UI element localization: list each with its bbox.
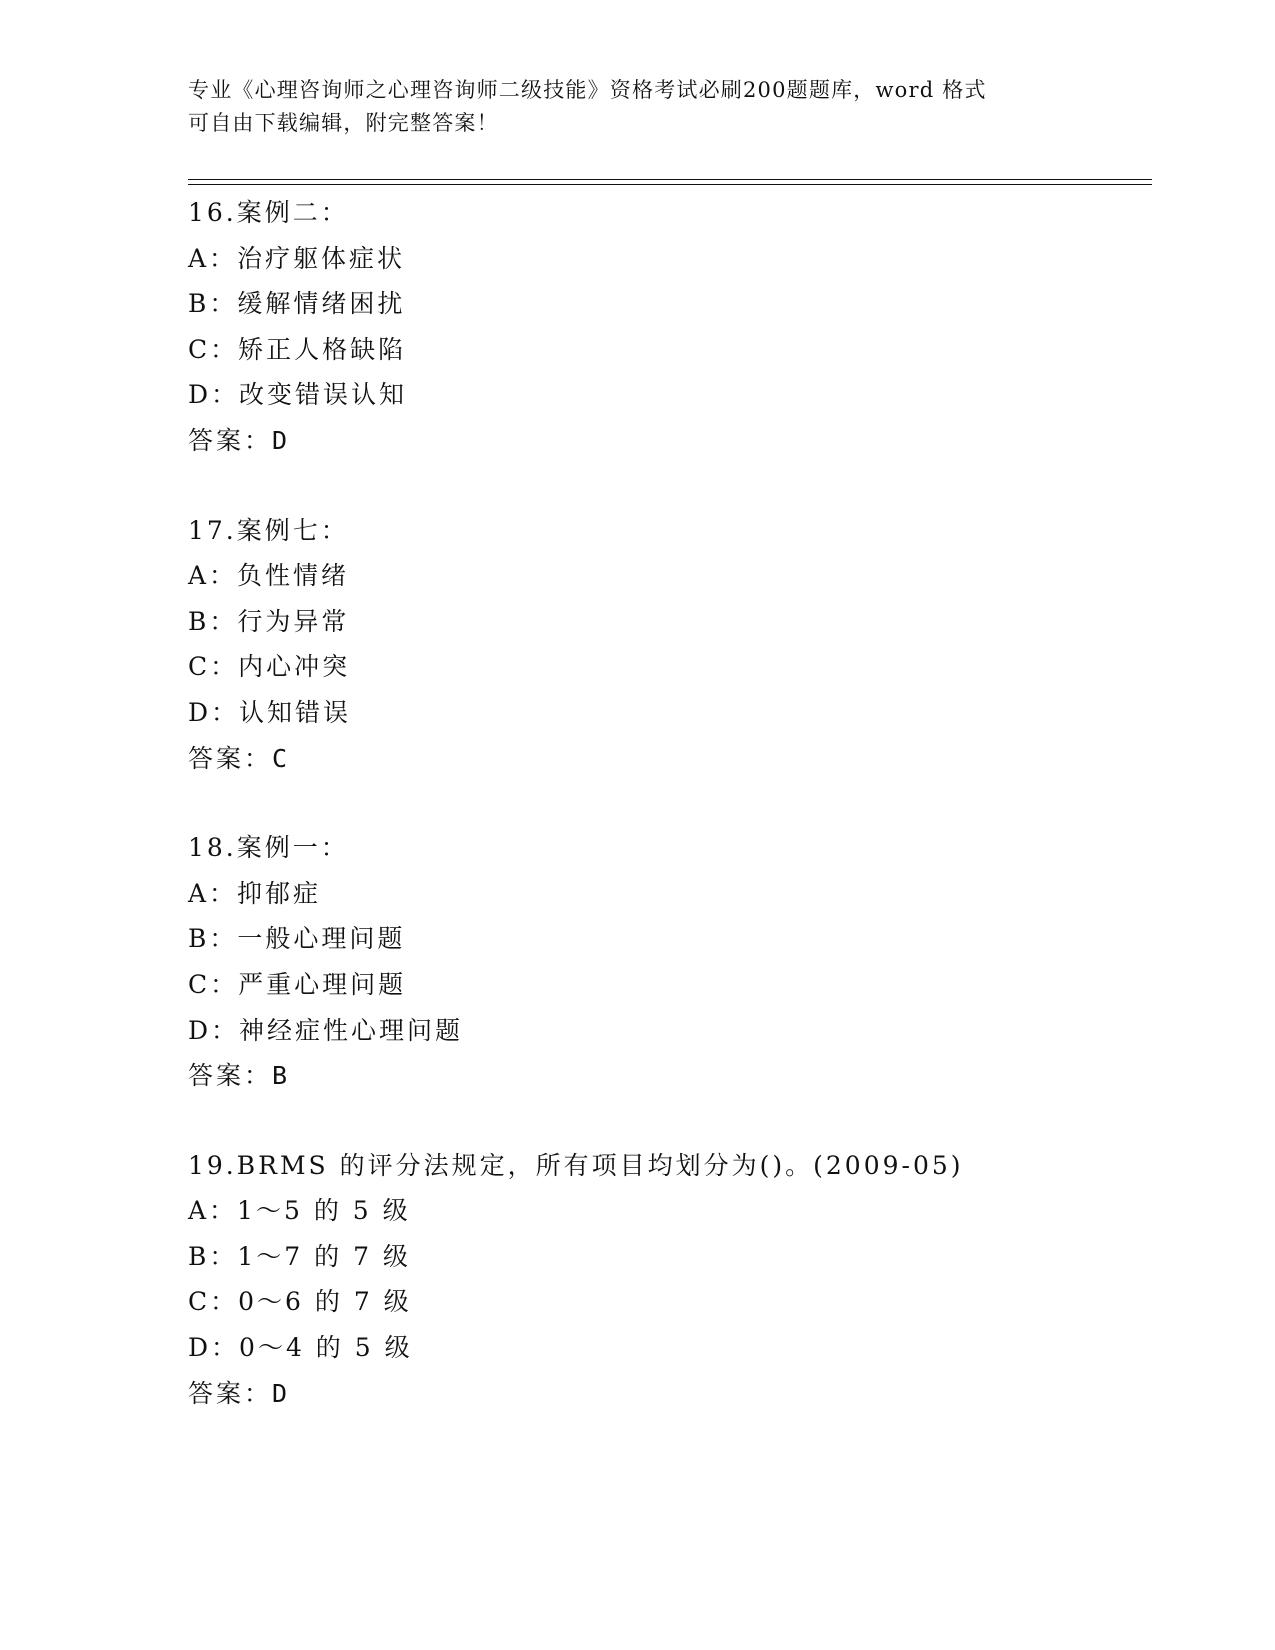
question-list <box>188 190 1148 1460</box>
answer-line <box>188 418 1148 464</box>
option-d: D：0～4 的 5 级 <box>188 1333 413 1363</box>
answer-value: D <box>272 1378 289 1408</box>
answer-label: 答案： <box>188 425 273 455</box>
question-stem: 18.案例一： <box>188 833 349 863</box>
option-a: A：1～5 的 5 级 <box>188 1196 411 1226</box>
option-c: C：严重心理问题 <box>188 969 407 999</box>
option-b: B：缓解情绪困扰 <box>188 289 406 319</box>
question-stem: 19.BRMS 的评分法规定，所有项目均划分为()。(2009-05) <box>188 1150 964 1180</box>
option-b: B：1～7 的 7 级 <box>188 1241 411 1271</box>
header-line-2: 可自由下载编辑，附完整答案！ <box>188 111 499 135</box>
option-c: C：内心冲突 <box>188 652 351 682</box>
answer-value: C <box>272 743 289 773</box>
option-b: B：行为异常 <box>188 606 350 636</box>
header-divider-bottom <box>188 184 1152 185</box>
option-a: A：负性情绪 <box>188 561 350 591</box>
question-16 <box>188 190 1148 464</box>
option-a: A：抑郁症 <box>188 878 322 908</box>
answer-line <box>188 1371 1148 1417</box>
option-d: D：认知错误 <box>188 697 352 727</box>
answer-label: 答案： <box>188 743 273 773</box>
question-18 <box>188 825 1148 1099</box>
answer-label: 答案： <box>188 1061 273 1091</box>
option-a: A：治疗躯体症状 <box>188 243 406 273</box>
answer-value: D <box>272 425 289 455</box>
answer-line <box>188 736 1148 782</box>
option-b: B：一般心理问题 <box>188 924 406 954</box>
question-17 <box>188 508 1148 782</box>
option-c: C：矫正人格缺陷 <box>188 334 407 364</box>
document-header <box>188 74 1088 140</box>
question-19 <box>188 1143 1148 1417</box>
option-d: D：改变错误认知 <box>188 380 408 410</box>
question-stem: 17.案例七： <box>188 515 349 545</box>
answer-value: B <box>272 1061 289 1091</box>
answer-line <box>188 1053 1148 1099</box>
answer-label: 答案： <box>188 1378 273 1408</box>
header-divider-top <box>188 179 1152 180</box>
option-c: C：0～6 的 7 级 <box>188 1287 412 1317</box>
option-d: D：神经症性心理问题 <box>188 1015 464 1045</box>
header-line-1: 专业《心理咨询师之心理咨询师二级技能》资格考试必刷200题题库，word 格式 <box>188 78 987 102</box>
question-stem: 16.案例二： <box>188 198 349 227</box>
